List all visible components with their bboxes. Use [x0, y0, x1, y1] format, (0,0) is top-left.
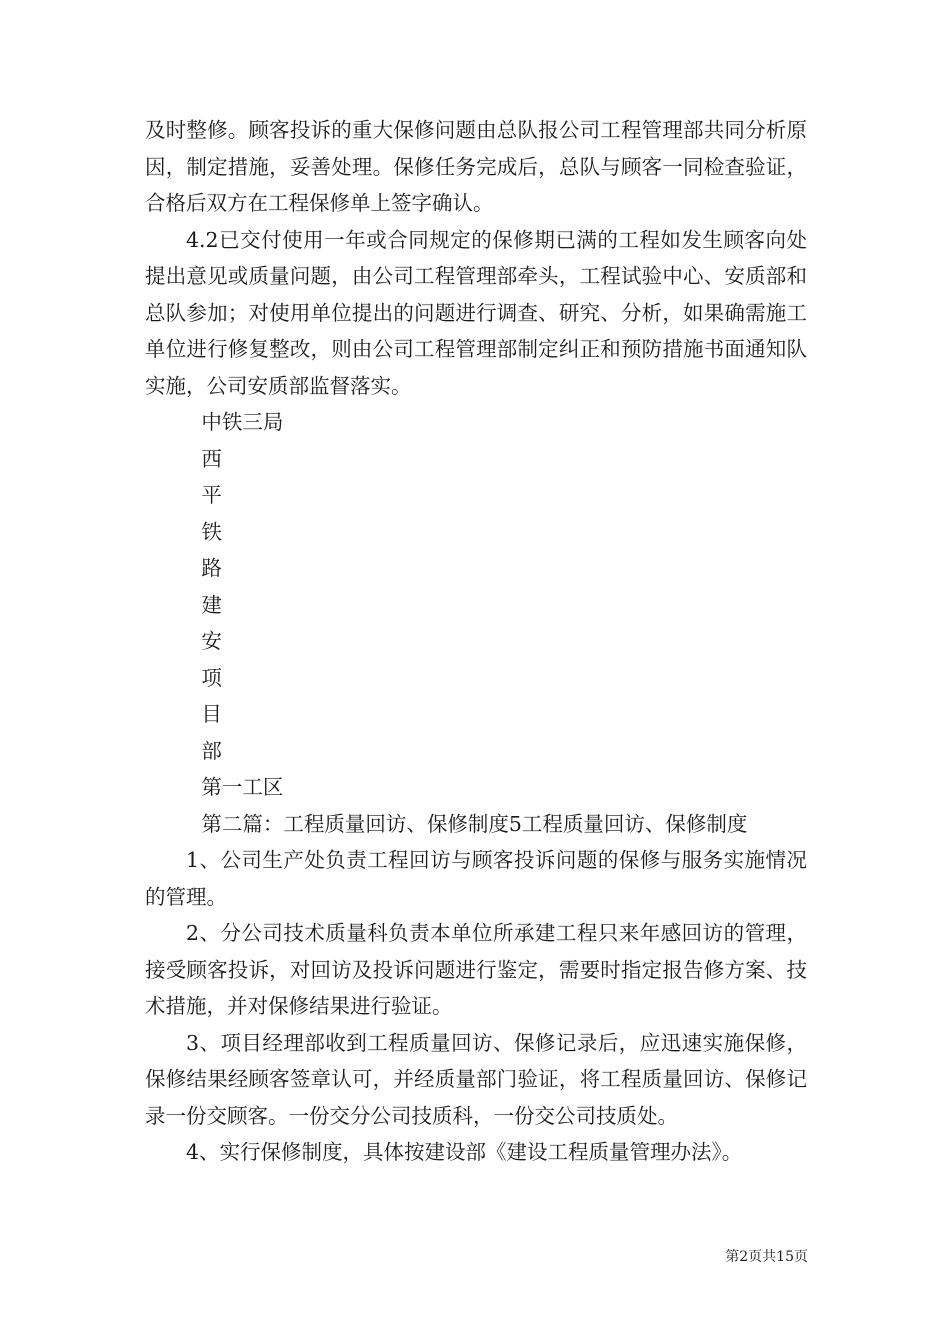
- signature-line: 建: [201, 592, 222, 617]
- signature-block: [145, 404, 807, 806]
- signature-line: 铁: [201, 519, 222, 544]
- signature-line: 第一工区: [201, 775, 284, 799]
- section-heading: 第二篇：工程质量回访、保修制度5工程质量回访、保修制度: [201, 811, 748, 836]
- signature-line: 路: [201, 556, 222, 580]
- list-item: 2、分公司技术质量科负责本单位所承建工程只来年感回访的管理，接受顾客投诉，对回访及投诉问题进行鉴定，需要时指定报告修方案、技术措施，并对保修结果进行验证。: [145, 921, 807, 1018]
- list-item: 4、实行保修制度，具体按建设部《建设工程质量管理办法》。: [186, 1140, 743, 1164]
- signature-line: 中铁三局: [201, 410, 284, 434]
- signature-line: 安: [201, 629, 222, 653]
- paragraph-4-2: 4.2已交付使用一年或合同规定的保修期已满的工程如发生顾客向处提出意见或质量问题，由公司工程管理部牵头，工程试验中心、安质部和总队参加；对使用单位提出的问题进行调查、研究、分析，如果确需施工单位进行修复整改，则由公司工程管理部制定纠正和预防措施书面通知队实施，公司安质部监督落实。: [145, 227, 807, 398]
- signature-line: 部: [201, 738, 222, 763]
- document-body: [145, 112, 807, 1171]
- page-number-footer: 第2页共15页: [725, 1249, 808, 1265]
- list-item: 3、项目经理部收到工程质量回访、保修记录后，应迅速实施保修，保修结果经顾客签章认可，并经质量部门验证，将工程质量回访、保修记录一份交顾客。一份交分公司技质科，一份交公司技质处。: [145, 1030, 807, 1128]
- signature-line: 目: [201, 702, 222, 726]
- signature-line: 项: [201, 665, 222, 690]
- list-item: 1、公司生产处负责工程回访与顾客投诉问题的保修与服务实施情况的管理。: [145, 848, 807, 909]
- signature-line: 西: [201, 446, 222, 471]
- paragraph-continuation: 及时整修。顾客投诉的重大保修问题由总队报公司工程管理部共同分析原因，制定措施，妥善处理。保修任务完成后，总队与顾客一同检查验证，合格后双方在工程保修单上签字确认。: [145, 118, 807, 215]
- signature-line: 平: [201, 483, 222, 507]
